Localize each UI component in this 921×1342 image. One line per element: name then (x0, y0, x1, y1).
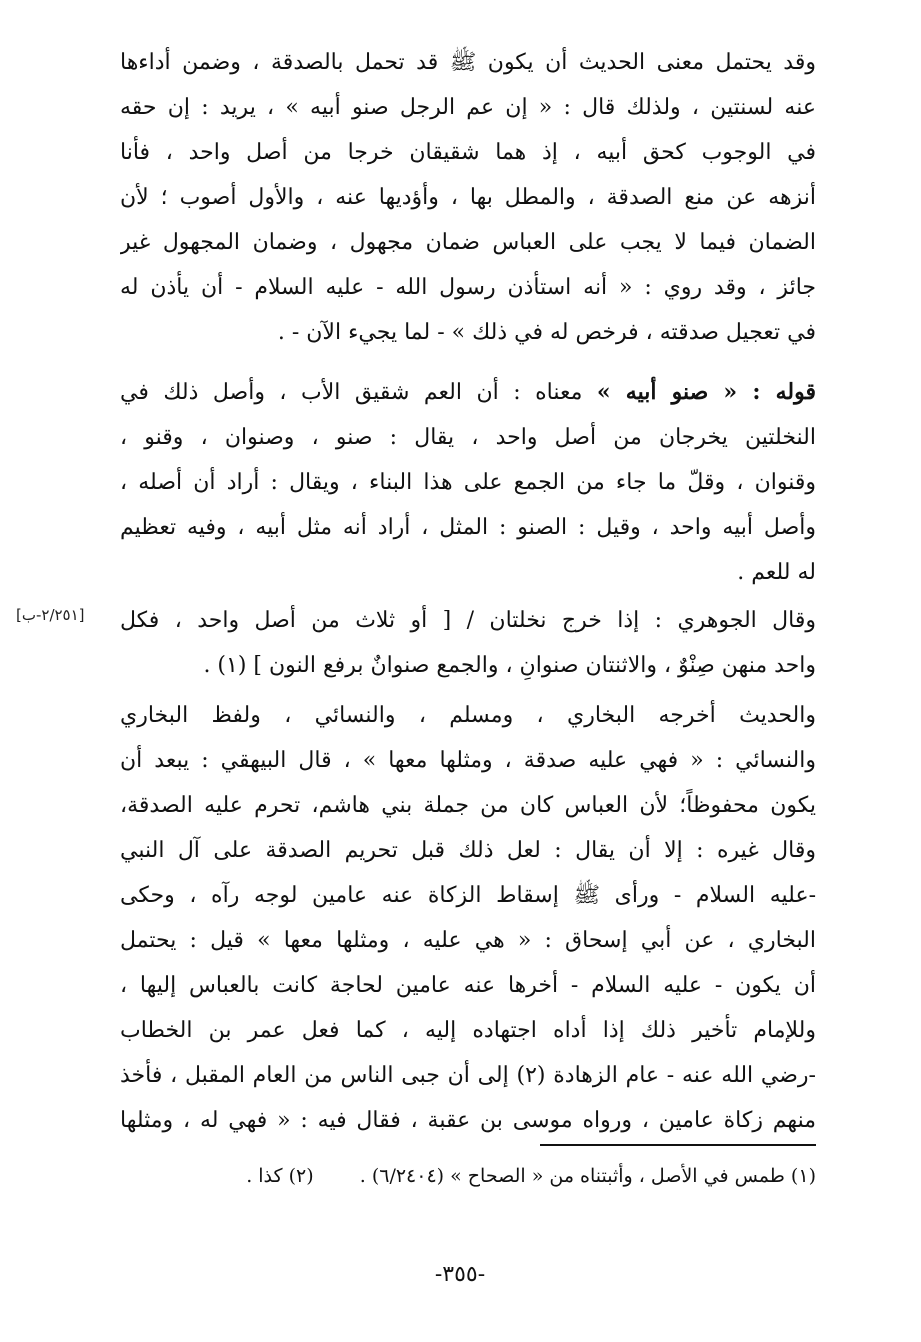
text-line: أنزهه عن منع الصدقة ، والمطل بها ، وأؤديها عنه ، والأول أصوب ؛ لأن (120, 185, 816, 210)
text-line: له للعم . (737, 560, 816, 585)
text-line: النخلتين يخرجان من أصل واحد ، يقال : صنو ، وصنوان ، وقنو ، (120, 425, 816, 450)
footnote-2: (٢) كذا . (246, 1165, 314, 1187)
text-line: وقال الجوهري : إذا خرج نخلتان / [ أو ثلاث من أصل واحد ، فكل (120, 608, 816, 633)
text-line (120, 370, 816, 415)
text-line: الضمان فيما لا يجب على العباس ضمان مجهول ، وضمان المجهول غير (120, 230, 816, 255)
text-line: والحديث أخرجه البخاري ، ومسلم ، والنسائي ، ولفظ البخاري (120, 703, 816, 728)
paragraph-3 (120, 598, 816, 688)
text-line: وأصل أبيه واحد ، وقيل : الصنو : المثل ، أراد أنه مثل أبيه ، وفيه تعظيم (120, 515, 816, 540)
text-line: -عليه السلام - ورأى ﷺ إسقاط الزكاة عنه عامين لوجه رآه ، وحكى (120, 883, 816, 908)
paragraph-1 (120, 40, 816, 355)
text-line: والنسائي : « فهي عليه صدقة ، ومثلها معها » ، قال البيهقي : يبعد أن (120, 748, 816, 773)
margin-folio-note: [٢/٢٥١-ب] (16, 606, 85, 624)
text-line: في الوجوب كحق أبيه ، إذ هما شقيقان خرجا من أصل واحد ، فأنا (120, 140, 816, 165)
text-line: أن يكون - عليه السلام - أخرها عنه عامين لحاجة كانت بالعباس إليها ، (120, 973, 816, 998)
text-line-rest: معناه : أن العم شقيق الأب ، وأصل ذلك في (120, 380, 597, 405)
text-line: -رضي الله عنه - عام الزهادة (٢) إلى أن جبى الناس من العام المقبل ، فأخذ (120, 1063, 816, 1088)
paragraph-4 (120, 693, 816, 1143)
text-line: عنه لسنتين ، ولذلك قال : « إن عم الرجل صنو أبيه » ، يريد : إن حقه (120, 95, 816, 120)
text-line: وقد يحتمل معنى الحديث أن يكون ﷺ قد تحمل بالصدقة ، وضمن أداءها (120, 50, 816, 75)
text-line: وقال غيره : إلا أن يقال : لعل ذلك قبل تحريم الصدقة على آل النبي (120, 838, 816, 863)
text-line: منهم زكاة عامين ، ورواه موسى بن عقبة ، فقال فيه : « فهي له ، ومثلها (120, 1108, 816, 1133)
paragraph-2 (120, 370, 816, 595)
page-number: -٣٥٥- (434, 1262, 486, 1287)
footnote-separator (540, 1144, 816, 1146)
footnote-1: (١) طمس في الأصل ، وأثبتناه من « الصحاح » (٦/٢٤٠٤) . (359, 1165, 816, 1187)
text-line: وللإمام تأخير ذلك إذا أداه اجتهاده إليه ، كما فعل عمر بن الخطاب (120, 1018, 816, 1043)
text-line: واحد منهن صِنْوٌ ، والاثنتان صنوانِ ، والجمع صنوانٌ برفع النون ] (١) . (203, 653, 816, 678)
commentary-lemma: قوله : « صنو أبيه » (596, 379, 816, 405)
text-line: جائز ، وقد روي : « أنه استأذن رسول الله - عليه السلام - أن يأذن له (120, 275, 816, 300)
text-line: البخاري ، عن أبي إسحاق : « هي عليه ، ومثلها معها » قيل : يحتمل (120, 928, 816, 953)
text-line: في تعجيل صدقته ، فرخص له في ذلك » - لما يجيء الآن - . (277, 320, 816, 345)
footnotes (140, 1160, 816, 1192)
text-line: يكون محفوظاً؛ لأن العباس كان من جملة بني هاشم، تحرم عليه الصدقة، (120, 793, 816, 818)
text-line: وقنوان ، وقلّ ما جاء من الجمع على هذا البناء ، ويقال : أراد أن أصله ، (120, 470, 816, 495)
